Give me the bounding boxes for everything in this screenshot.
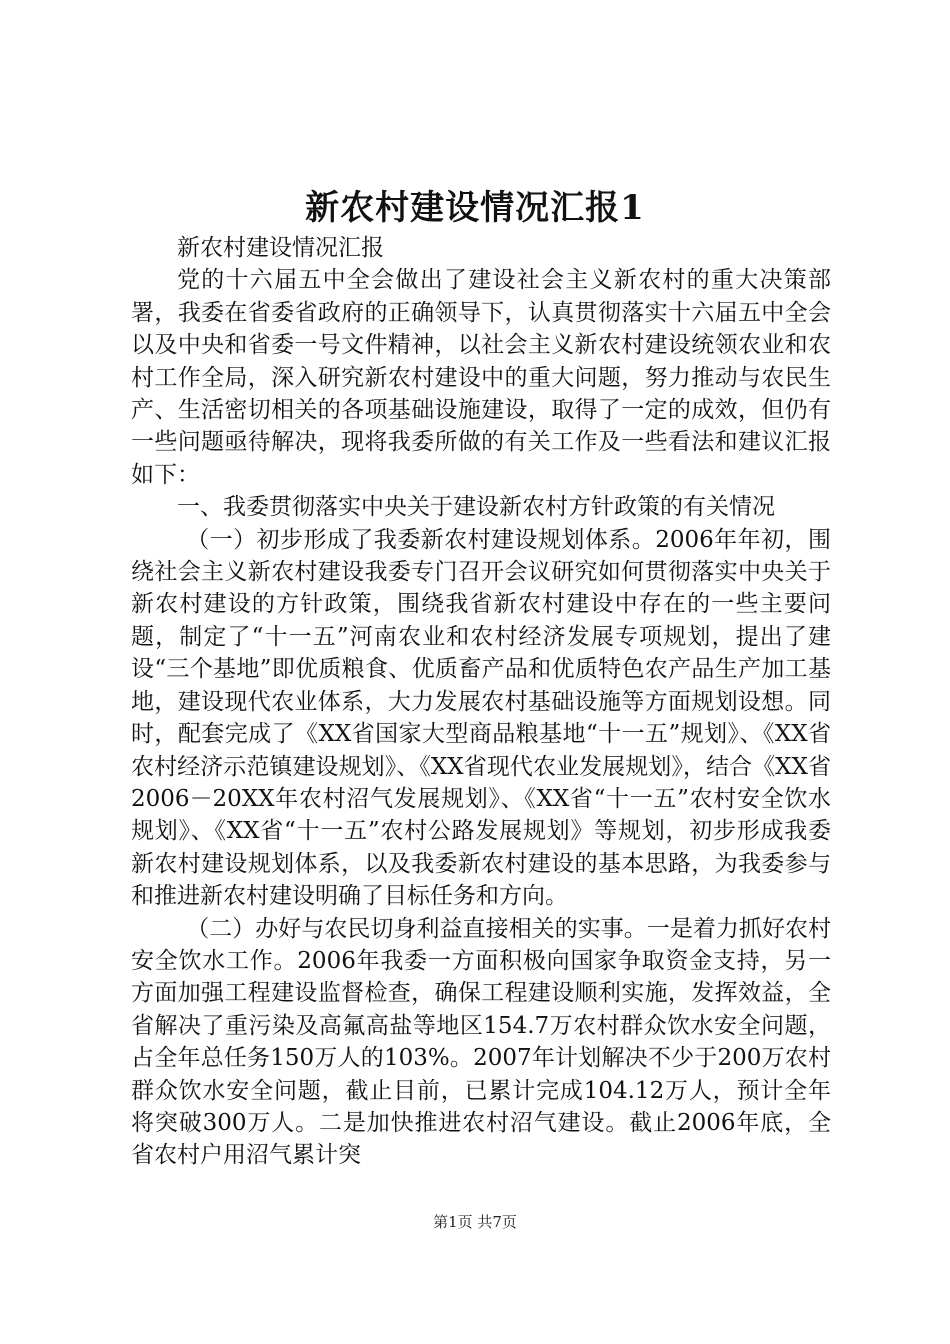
subtitle-paragraph: 新农村建设情况汇报 (177, 235, 384, 261)
section-heading-1: 一、我委贯彻落实中央关于建设新农村方针政策的有关情况 (177, 494, 775, 521)
subsection-paragraph-1: （一）初步形成了我委新农村建设规划体系。2006年年初，围绕社会主义新农村建设我委专门召开会议研究如何贯彻落实中央关于新农村建设的方针政策，围绕我省新农村建设中存在的一些主要问题，制定了“十一五”河南农业和农村经济发展专项规划，提出了建设“三个基地”即优质粮食、优质畜产品和优质特色农产品生产加工基地，建设现代农业体系，大力发展农村基础设施等方面规划设想。同时，配套完成了《XX省国家大型商品粮基地“十一五”规划》、《XX省农村经济示范镇建设规划》、《XX省现代农业发展规划》，结合《XX省2006－20XX年农村沼气发展规划》、《XX省“十一五”农村安全饮水规划》、《XX省“十一五”农村公路发展规划》等规划，初步形成我委新农村建设规划体系，以及我委新农村建设的基本思路，为我委参与和推进新农村建设明确了目标任务和方向。 (131, 526, 831, 910)
intro-paragraph: 党的十六届五中全会做出了建设社会主义新农村的重大决策部署，我委在省委省政府的正确领导下，认真贯彻落实十六届五中全会以及中央和省委一号文件精神，以社会主义新农村建设统领农业和农村工作全局，深入研究新农村建设中的重大问题，努力推动与农民生产、生活密切相关的各项基础设施建设，取得了一定的成效，但仍有一些问题亟待解决，现将我委所做的有关工作及一些看法和建议汇报如下： (131, 267, 831, 488)
document-body (131, 232, 831, 1172)
subsection-paragraph-2: （二）办好与农民切身利益直接相关的实事。一是着力抓好农村安全饮水工作。2006年我委一方面积极向国家争取资金支持，另一方面加强工程建设监督检查，确保工程建设顺利实施，发挥效益，全省解决了重污染及高氟高盐等地区154.7万农村群众饮水安全问题，占全年总任务150万人的103%。2007年计划解决不少于200万农村群众饮水安全问题，截止目前，已累计完成104.12万人，预计全年将突破300万人。二是加快推进农村沼气建设。截止2006年底，全省农村户用沼气累计突 (131, 915, 831, 1169)
page-number-footer: 第1页 共7页 (433, 1213, 517, 1231)
document-title: 新农村建设情况汇报1 (305, 188, 645, 228)
